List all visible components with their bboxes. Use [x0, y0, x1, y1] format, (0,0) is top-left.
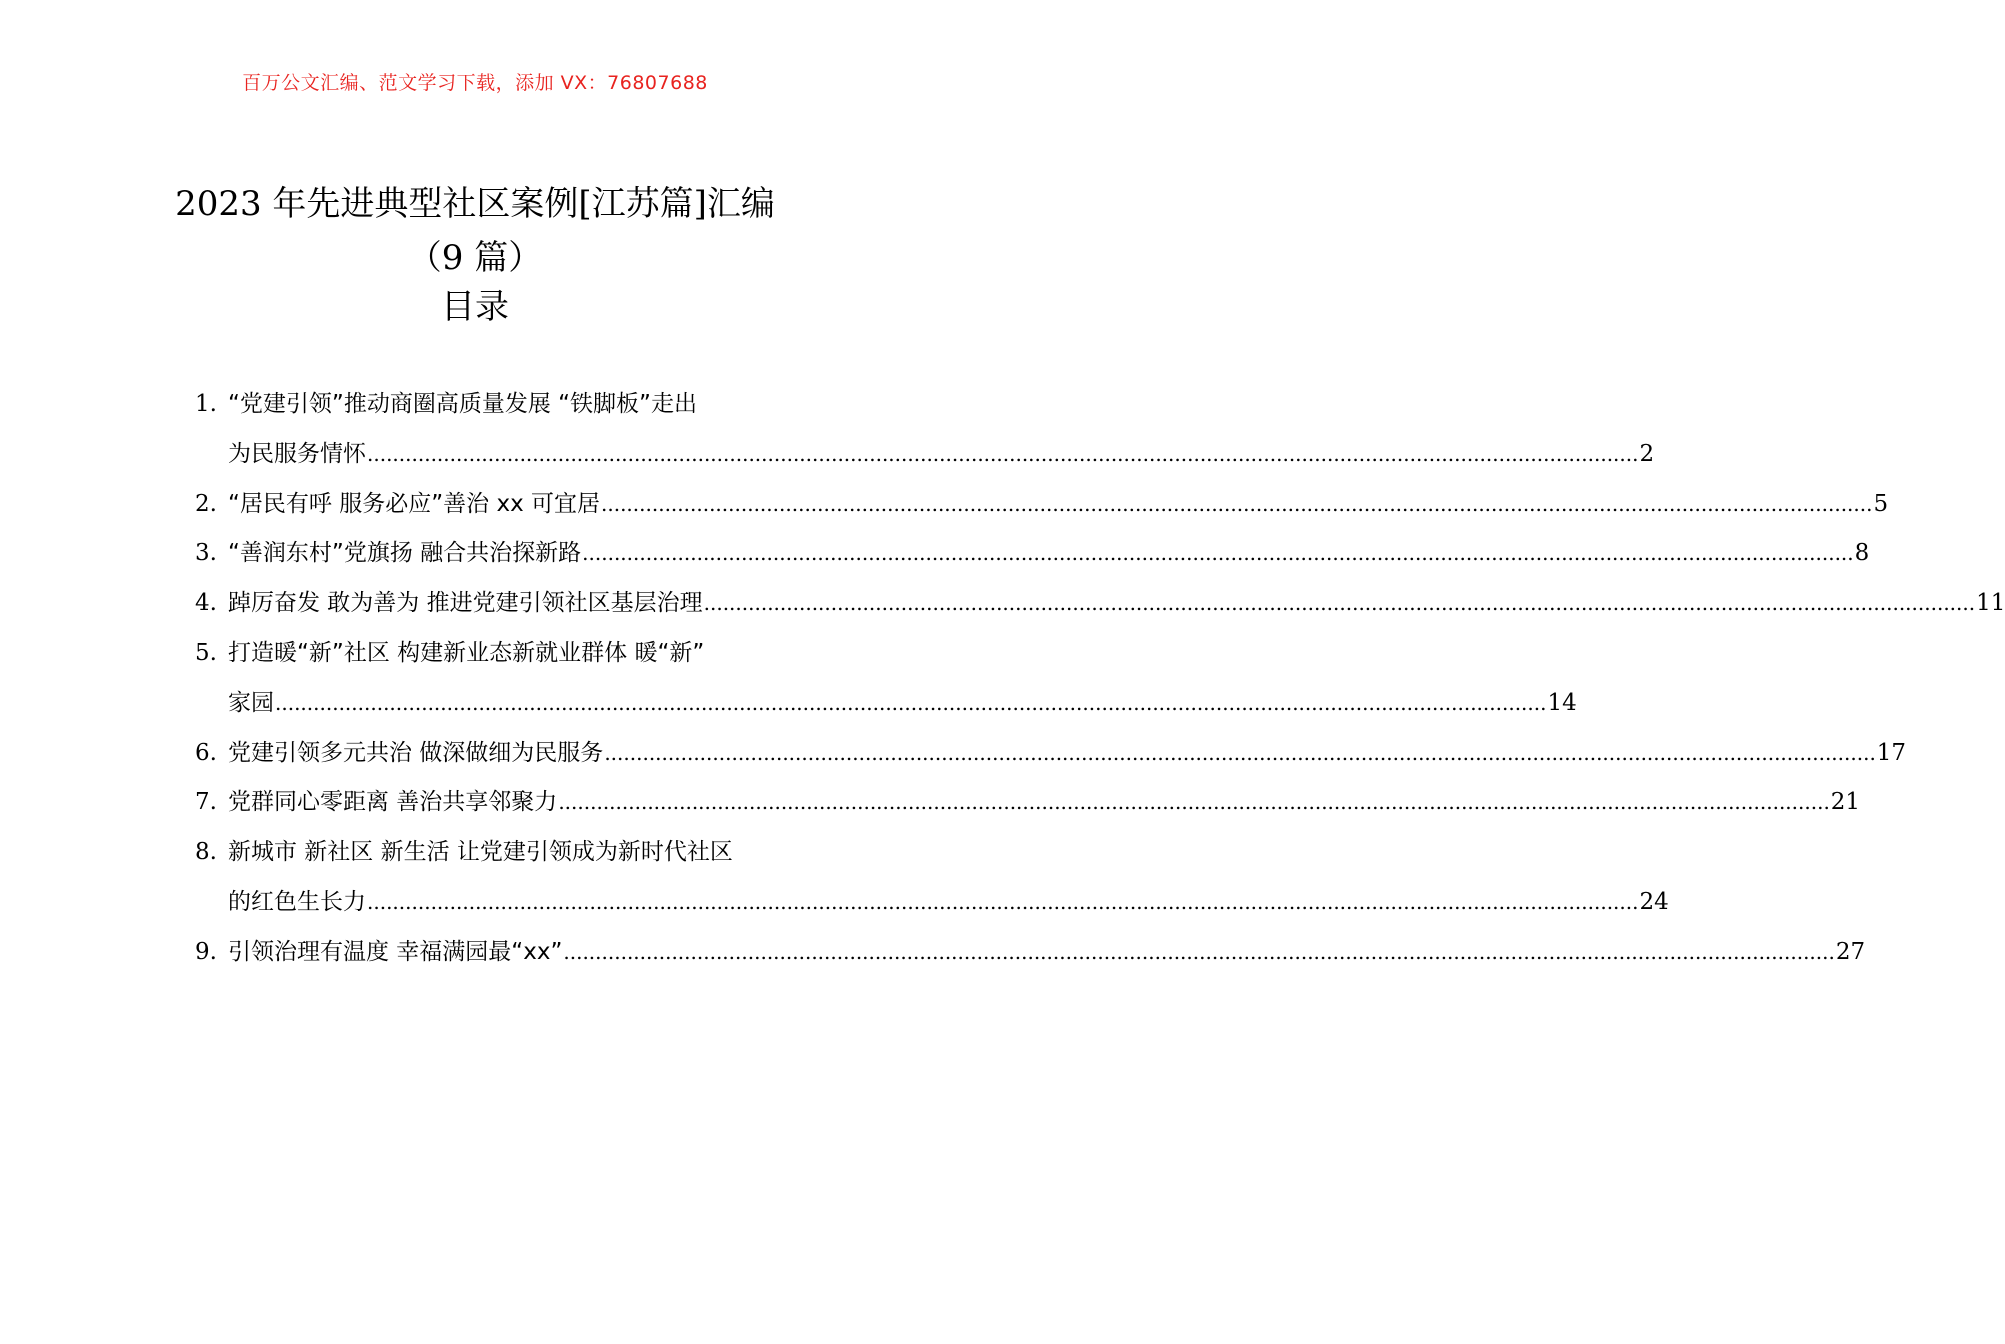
toc-entry[interactable] [190, 629, 1577, 729]
toc-entry-title: 新城市 新社区 新生活 让党建引领成为新时代社区 [228, 839, 733, 866]
toc-entry-title: 家园 [228, 689, 274, 716]
toc-page-number: 2 [1639, 440, 1655, 467]
toc-entry[interactable] [190, 480, 1889, 530]
toc-entry-title: “善润东村”党旗扬 融合共治探新路 [228, 540, 582, 567]
toc-dot-leader: ........................................................................................................................................................................................................ [558, 790, 1830, 815]
toc-dot-leader: ........................................................................................................................................................................................................ [582, 541, 1854, 566]
toc-entry[interactable] [190, 380, 1655, 480]
toc-entry[interactable] [190, 729, 1907, 779]
toc-dot-leader: ........................................................................................................................................................................................................ [275, 690, 1547, 715]
toc-page-number: 14 [1547, 689, 1577, 716]
toc-entry-title: 党群同心零距离 善治共享邻聚力 [228, 789, 558, 816]
toc-entry-number: 9. [195, 938, 217, 965]
toc-entry[interactable] [190, 828, 1669, 928]
toc-heading: 目录 [441, 287, 509, 327]
toc-entry[interactable] [190, 579, 2005, 629]
toc-dot-leader: ........................................................................................................................................................................................................ [703, 591, 1976, 616]
toc-entry-number: 3. [195, 540, 217, 567]
toc-page-number: 27 [1835, 938, 1866, 965]
toc-entry-title: 的红色生长力 [228, 888, 366, 915]
toc-entry-title: “居民有呼 服务必应”善治 xx 可宜居 [228, 490, 600, 517]
toc-entry-number: 4. [195, 590, 217, 617]
toc-dot-leader: ........................................................................................................................................................................................................ [563, 939, 1835, 964]
toc-dot-leader: ........................................................................................................................................................................................................ [367, 889, 1639, 914]
toc-entry-title: 引领治理有温度 幸福满园最“xx” [228, 938, 563, 965]
toc-page-number: 5 [1873, 490, 1889, 517]
toc-entry-title: 为民服务情怀 [228, 440, 366, 467]
toc-page-number: 24 [1639, 888, 1669, 915]
document-title-count: （9 篇） [407, 238, 543, 278]
toc-page-number: 21 [1830, 789, 1861, 816]
toc-entry-title: 打造暖“新”社区 构建新业态新就业群体 暖“新” [228, 639, 705, 666]
toc-page-number: 17 [1876, 739, 1907, 766]
toc-page-number: 8 [1854, 540, 1870, 567]
toc-entry-number: 2. [195, 490, 217, 517]
document-title: 2023 年先进典型社区案例[江苏篇]汇编 [175, 184, 775, 224]
toc-entry-title: 党建引领多元共治 做深做细为民服务 [228, 739, 604, 766]
toc-entry-number: 1. [195, 391, 217, 417]
toc-entry-number: 6. [195, 739, 217, 766]
toc-page-number: 11 [1976, 590, 2005, 617]
table-of-contents [190, 380, 2005, 978]
toc-dot-leader: ........................................................................................................................................................................................................ [367, 441, 1639, 466]
toc-entry-title: 踔厉奋发 敢为善为 推进党建引领社区基层治理 [228, 590, 703, 617]
toc-dot-leader: ........................................................................................................................................................................................................ [601, 491, 1873, 516]
toc-entry[interactable] [190, 778, 1861, 828]
toc-entry[interactable] [190, 529, 1870, 579]
header-watermark-note: 百万公文汇编、范文学习下载，添加 VX：76807688 [242, 72, 708, 94]
toc-entry-number: 7. [195, 789, 217, 816]
toc-entry-number: 8. [195, 839, 217, 866]
toc-dot-leader: ........................................................................................................................................................................................................ [604, 740, 1876, 765]
toc-entry-number: 5. [195, 639, 217, 666]
toc-entry[interactable] [190, 928, 1866, 978]
toc-entry-title: “党建引领”推动商圈高质量发展 “铁脚板”走出 [228, 391, 697, 417]
